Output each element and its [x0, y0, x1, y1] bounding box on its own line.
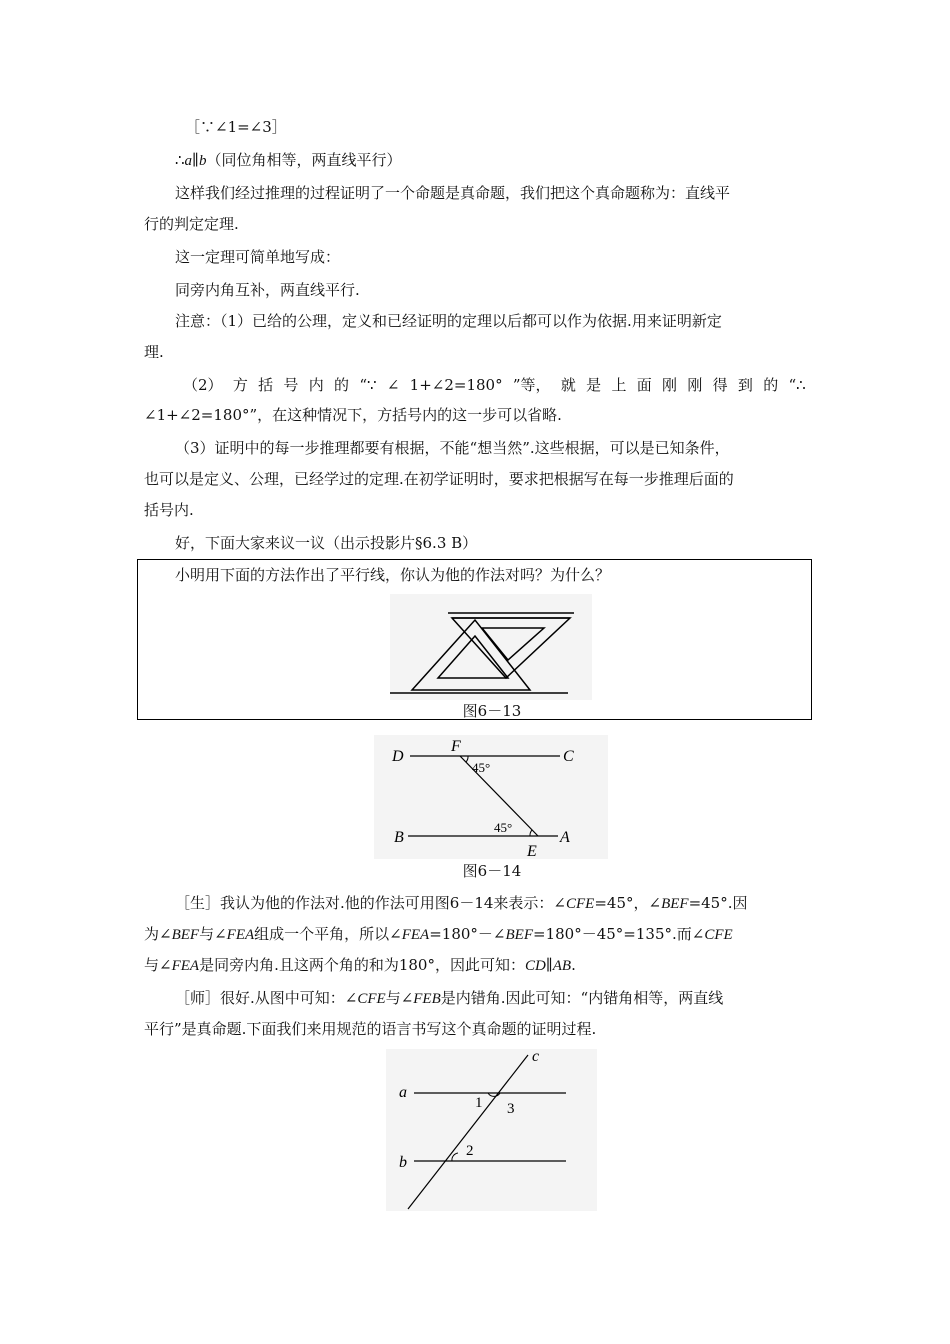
text-run: 与∠ — [199, 925, 227, 943]
point-label: B — [394, 829, 404, 846]
point-label: E — [527, 843, 537, 859]
text-line: 也可以是定义、公理，已经学过的定理.在初学证明时，要求把根据写在每一步推理后面的 — [144, 470, 734, 488]
text-token: “∵ — [359, 376, 377, 394]
text-token: 1+∠2=180° — [409, 376, 503, 394]
math-var: CD∥AB — [524, 958, 572, 974]
text-run: =45°.因 — [688, 894, 748, 912]
angle-label: 1 — [475, 1095, 483, 1111]
text-line: 行的判定定理. — [144, 215, 239, 233]
angle-label: 2 — [466, 1143, 474, 1159]
text-token: 就 — [560, 376, 576, 394]
text-run: 为∠ — [144, 925, 172, 943]
text-token: 面 — [636, 376, 652, 394]
text-token: 刚 — [687, 376, 703, 394]
text-token: 是 — [586, 376, 602, 394]
text-line: 这一定理可简单地写成： — [175, 248, 341, 266]
text-run: 组成一个平角，所以∠ — [254, 925, 402, 943]
reason: （同位角相等，两直线平行） — [206, 151, 402, 169]
text-token: 内 — [308, 376, 324, 394]
text-token: 上 — [611, 376, 627, 394]
text-line: 注意：（1）已给的公理，定义和已经证明的定理以后都可以作为依据.用来证明新定 — [175, 312, 722, 330]
line-label: c — [532, 1049, 540, 1065]
text-line: 同旁内角互补，两直线平行. — [175, 281, 360, 299]
text-line: 平行”是真命题.下面我们来用规范的语言书写这个真命题的证明过程. — [144, 1020, 597, 1038]
figure-6-14-parallel-lines — [374, 735, 608, 859]
text-run: ［生］我认为他的作法对.他的作法可用图6－14来表示：∠ — [175, 894, 566, 912]
text-token: “∴ — [788, 376, 806, 394]
figure-transversal — [386, 1049, 597, 1211]
math-var: FEA — [401, 927, 430, 943]
figure-caption: 图6－14 — [462, 862, 522, 880]
text-token: ∠ — [386, 376, 400, 394]
text-line: 这样我们经过推理的过程证明了一个命题是真命题，我们把这个真命题称为：直线平 — [175, 184, 731, 202]
text-run: =180°－45°=135°.而∠ — [533, 925, 705, 943]
text-run: 是同旁内角.且这两个角的和为180°，因此可知： — [199, 956, 525, 974]
math-var: FEA — [171, 958, 200, 974]
text-run: =180°－∠ — [429, 925, 506, 943]
point-label: D — [392, 748, 404, 765]
text-token: 得 — [712, 376, 728, 394]
text-token: （2） — [183, 376, 223, 394]
math-var: BEF — [505, 927, 534, 943]
therefore-symbol: ∴ — [175, 151, 185, 169]
text-line — [175, 988, 723, 1009]
math-var: FEB — [413, 991, 441, 1007]
text-run: 与∠ — [385, 989, 414, 1007]
point-label: F — [451, 738, 461, 755]
question-text: 小明用下面的方法作出了平行线，你认为他的作法对吗？为什么？ — [175, 566, 611, 584]
figure-caption: 图6－13 — [462, 702, 522, 720]
text-token: 的 — [763, 376, 779, 394]
math-var: a∥b — [184, 153, 207, 169]
text-line — [144, 955, 576, 976]
text-token: 的 — [334, 376, 350, 394]
text-token: 刚 — [662, 376, 678, 394]
math-var: BEF — [661, 896, 689, 912]
text-token: 号 — [283, 376, 299, 394]
text-line: 好，下面大家来议一议（出示投影片§6.3 B） — [175, 534, 478, 552]
text-line: ［∵∠1=∠3］ — [185, 118, 287, 136]
text-line — [144, 924, 733, 945]
math-var: CFE — [357, 991, 386, 1007]
text-line: ∠1+∠2=180°”，在这种情况下，方括号内的这一步可以省略. — [144, 406, 562, 424]
math-var: FEA — [226, 927, 255, 943]
text-line: （3）证明中的每一步推理都要有根据，不能“想当然”.这些根据，可以是已知条件， — [175, 439, 730, 457]
text-run: =45°，∠ — [594, 894, 662, 912]
text-token: ”等， — [512, 376, 551, 394]
math-var: CFE — [704, 927, 733, 943]
line-label: b — [399, 1154, 407, 1171]
angle-label: 3 — [507, 1101, 515, 1117]
figure-6-13-set-squares — [390, 594, 592, 700]
line-label: a — [399, 1084, 407, 1101]
text-run: ［师］很好.从图中可知：∠ — [175, 989, 358, 1007]
text-run: 与∠ — [144, 956, 172, 974]
angle-label: 45° — [472, 760, 491, 775]
text-line: 括号内. — [144, 501, 194, 519]
math-var: CFE — [565, 896, 595, 912]
text-run: 是内错角.因此可知：“内错角相等，两直线 — [440, 989, 724, 1007]
text-run: . — [571, 956, 576, 974]
text-line: 理. — [144, 343, 164, 361]
text-line — [175, 150, 402, 171]
text-line-justified — [183, 375, 806, 395]
point-label: A — [560, 829, 570, 846]
math-var: BEF — [171, 927, 200, 943]
angle-label: 45° — [494, 820, 513, 835]
text-token: 括 — [258, 376, 274, 394]
point-label: C — [563, 748, 574, 765]
text-token: 方 — [232, 376, 248, 394]
text-line — [175, 893, 748, 914]
text-token: 到 — [737, 376, 753, 394]
